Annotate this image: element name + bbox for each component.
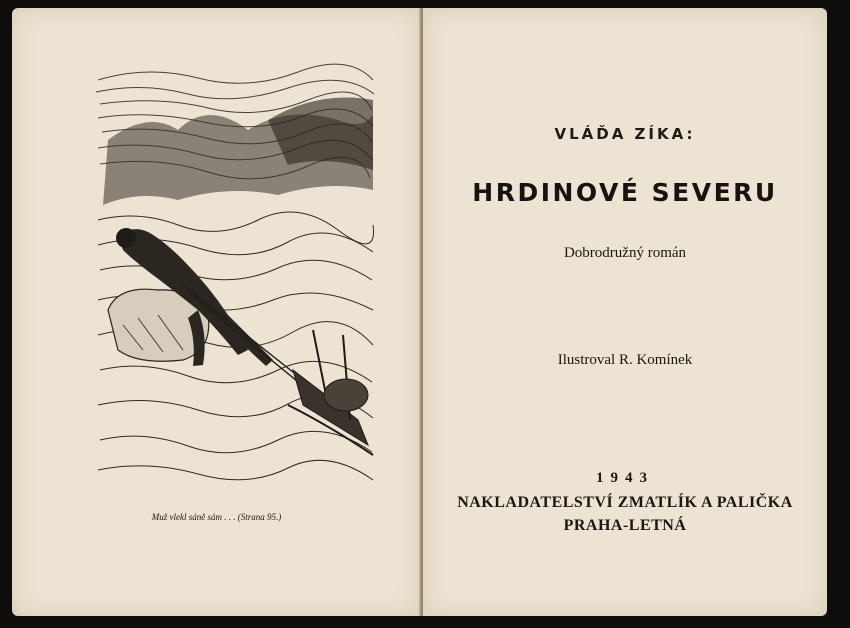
title-page [423,8,827,616]
illustration-drawing [88,60,378,490]
author-name: VLÁĎA ZÍKA: [554,125,696,143]
left-page [12,8,421,616]
illustration-caption: Muž vlekl sáně sám . . . (Strana 95.) [151,512,282,522]
illustrator-credit: Ilustroval R. Komínek [557,352,693,368]
publisher-name: NAKLADATELSTVÍ ZMATLÍK A PALIČKA [457,494,793,511]
publication-year: 1943 [596,470,654,486]
book-title: HRDINOVÉ SEVERU [472,178,778,207]
publisher-city: PRAHA-LETNÁ [563,517,687,534]
sled-illustration [88,60,378,490]
book-subtitle: Dobrodružný román [563,245,687,261]
